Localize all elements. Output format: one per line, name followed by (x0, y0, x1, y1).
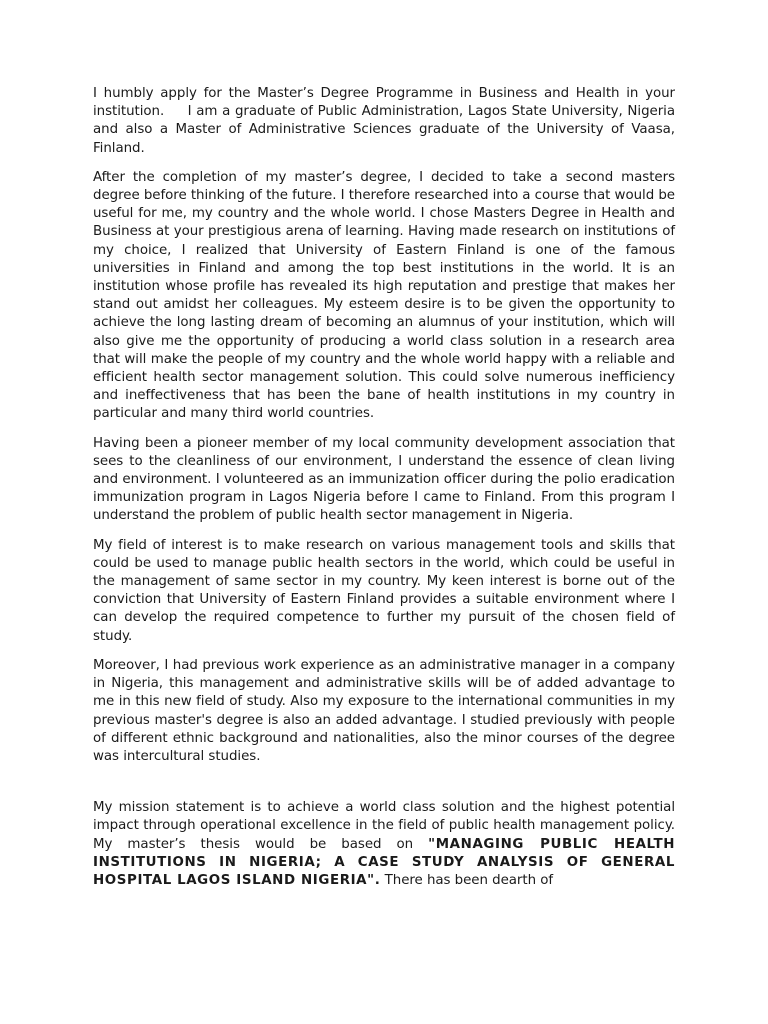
paragraph-application: I humbly apply for the Master’s Degree Programme in Business and Health in your institution. I am a graduate of Public Administration, Lagos State University, Nigeria and also a Master of Administrative Sciences graduate of the University of Vaasa, Finland. (93, 86, 675, 156)
mission-trailing-text: There has been dearth of (380, 872, 554, 888)
paragraph-mission (93, 799, 675, 890)
paragraph-field-of-interest: My field of interest is to make research on various management tools and skills that could be used to manage public health sectors in the world, which could be useful in the management of same sector in my country. My keen interest is borne out of the conviction that University of Eastern Finland provides a suitable environment where I can develop the required competence to further my pursuit of the chosen field of study. (93, 537, 675, 644)
paragraph-motivation: After the completion of my master’s degree, I decided to take a second masters degree before thinking of the future. I therefore researched into a course that would be useful for me, my country and the whole world. I chose Masters Degree in Health and Business at your prestigious arena of learning. Having made research on institutions of my choice, I realized that University of Eastern Finland is one of the famous universities in Finland and among the top best institutions in the world. It is an institution whose profile has revealed its high reputation and prestige that makes her stand out amidst her colleagues. My esteem desire is to be given the opportunity to achieve the long lasting dream of becoming an alumnus of your institution, which will also give me the opportunity of producing a world class solution in a research area that will make the people of my country and the whole world happy with a reliable and efficient health sector management solution. This could solve numerous inefficiency and ineffectiveness that has been the bane of health institutions in my country in particular and many third world countries. (93, 169, 675, 422)
paragraph-community-experience: Having been a pioneer member of my local community development association that sees to the cleanliness of our environment, I understand the essence of clean living and environment. I volunteered as an immunization officer during the polio eradication immunization program in Lagos Nigeria before I came to Finland. From this program I understand the problem of public health sector management in Nigeria. (93, 435, 675, 524)
mission-lead-text: My mission statement is to achieve a world class solution and the highest potential impact through operational excellence in the field of public health management policy. My master’s thesis would be based on (93, 800, 675, 852)
thesis-title: "MANAGING PUBLIC HEALTH INSTITUTIONS IN NIGERIA; A CASE STUDY ANALYSIS OF GENERAL HOSPITAL LAGOS ISLAND NIGERIA". (93, 836, 676, 888)
paragraph-work-experience: Moreover, I had previous work experience as an administrative manager in a company in Nigeria, this management and administrative skills will be of added advantage to me in this new field of study. Also my exposure to the international communities in my previous master's degree is also an added advantage. I studied previously with people of different ethnic background and nationalities, also the minor courses of the degree was intercultural studies. (93, 657, 675, 764)
document-page (93, 85, 675, 901)
